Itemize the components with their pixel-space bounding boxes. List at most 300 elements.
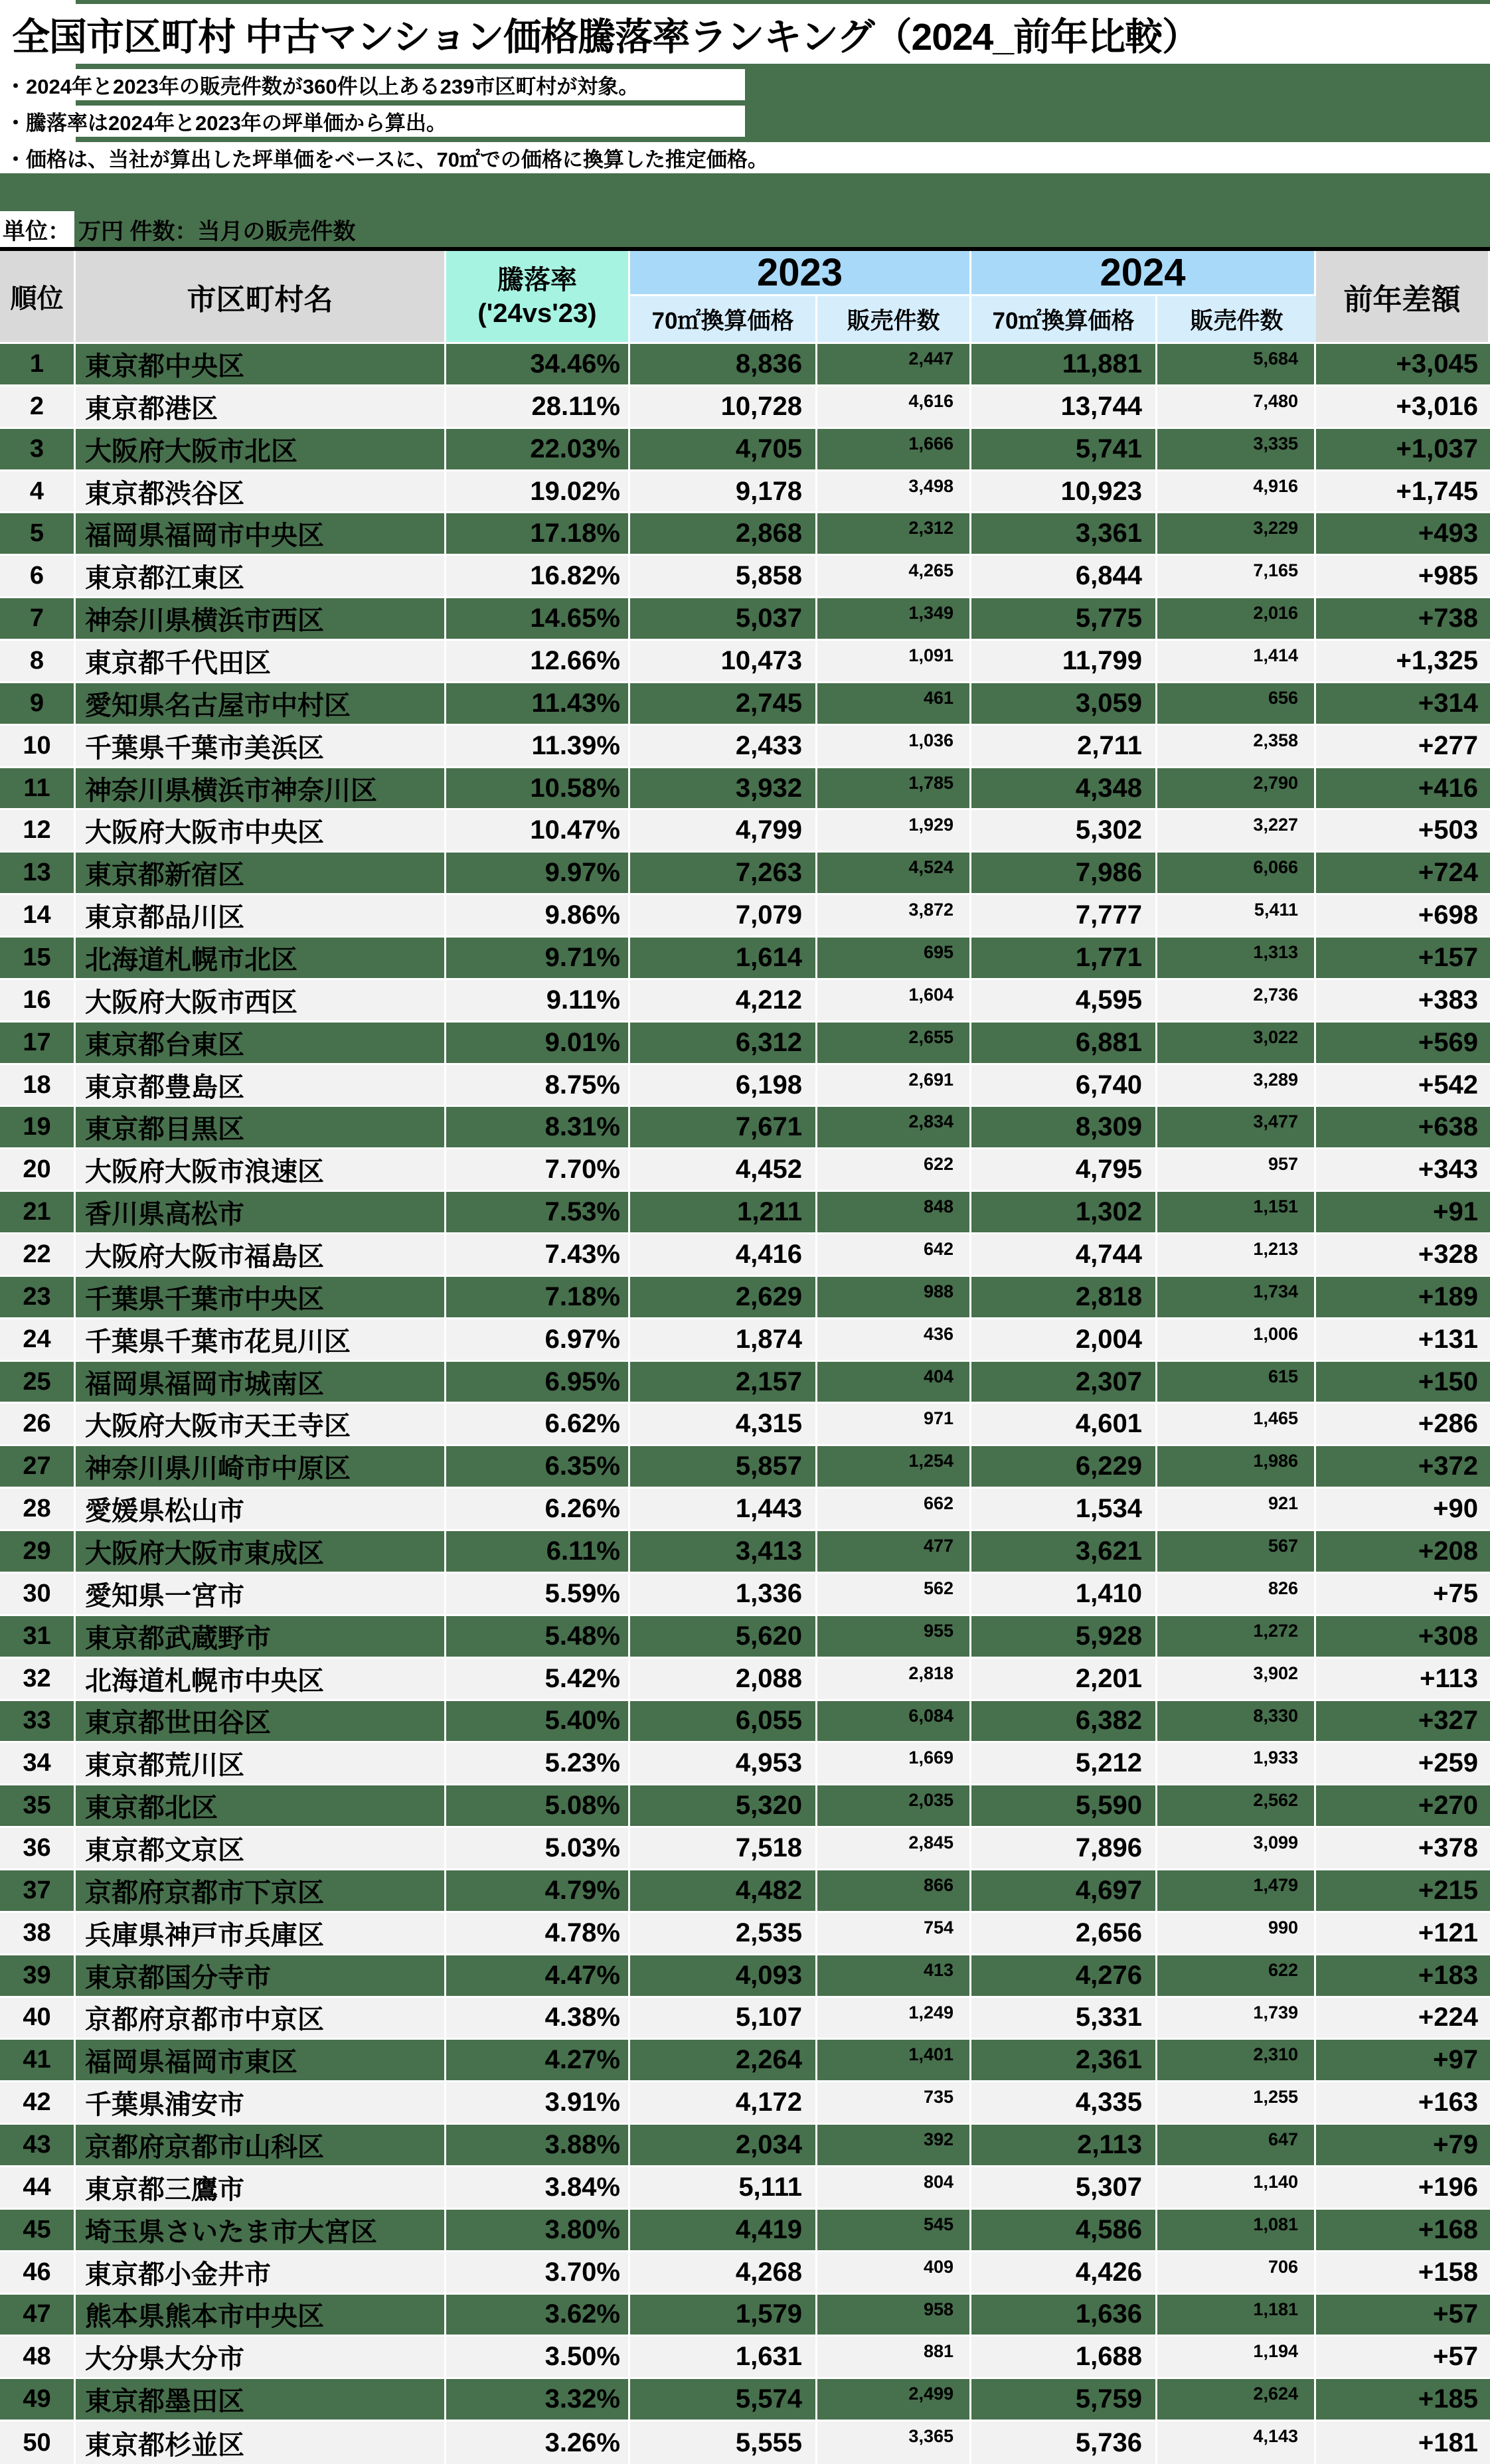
count-2024-cell: 2,790 <box>1157 768 1316 809</box>
ranking-table <box>0 247 1490 2464</box>
count-2024-cell: 3,289 <box>1157 1065 1316 1106</box>
count-2023-cell: 409 <box>817 2252 971 2293</box>
table-row <box>0 1616 1490 1659</box>
count-2023-cell: 1,785 <box>817 768 971 809</box>
table-row <box>0 1701 1490 1744</box>
rank-cell: 22 <box>0 1234 76 1275</box>
diff-cell: +259 <box>1418 1748 1478 1778</box>
price-2024-cell: 2,656 <box>971 1913 1157 1953</box>
city-cell: 東京都世田谷区 <box>76 1701 446 1742</box>
count-2024-cell: 3,477 <box>1157 1107 1316 1147</box>
price-2023-cell: 2,629 <box>630 1277 817 1317</box>
rank-cell: 16 <box>0 980 76 1021</box>
count-2024-cell: 1,313 <box>1157 938 1316 978</box>
rank-cell: 48 <box>0 2337 76 2377</box>
price-2023-cell: 5,107 <box>630 1998 817 2038</box>
city-cell: 東京都品川区 <box>76 895 446 936</box>
rate-cell: 17.18% <box>446 513 630 554</box>
count-2024-cell: 622 <box>1157 1955 1316 1996</box>
city-cell: 愛媛県松山市 <box>76 1489 446 1529</box>
diff-cell: +270 <box>1418 1791 1478 1821</box>
count-2023-cell: 2,035 <box>817 1785 971 1826</box>
price-2024-cell: 13,744 <box>971 386 1157 427</box>
diff-cell: +308 <box>1418 1621 1478 1651</box>
price-2023-cell: 7,518 <box>630 1828 817 1868</box>
price-2024-cell: 4,795 <box>971 1149 1157 1190</box>
rank-cell: 5 <box>0 513 76 554</box>
count-2023-cell: 2,499 <box>817 2379 971 2420</box>
header-rate-line1: 騰落率 <box>497 265 577 295</box>
price-2023-cell: 2,157 <box>630 1362 817 1402</box>
count-2024-cell: 2,016 <box>1157 598 1316 639</box>
price-2023-cell: 4,212 <box>630 980 817 1021</box>
price-2024-cell: 8,309 <box>971 1107 1157 1147</box>
diff-cell: +328 <box>1418 1239 1478 1269</box>
diff-cell: +158 <box>1418 2257 1478 2287</box>
city-cell: 大阪府大阪市福島区 <box>76 1234 446 1275</box>
rank-cell: 37 <box>0 1870 76 1911</box>
unit-text: 万円 件数：当月の販売件数 <box>78 218 356 244</box>
rank-cell: 26 <box>0 1404 76 1444</box>
diff-cell: +383 <box>1418 985 1478 1015</box>
rate-cell: 3.84% <box>446 2167 630 2208</box>
table-row <box>0 1743 1490 1785</box>
price-2023-cell: 4,315 <box>630 1404 817 1444</box>
diff-cell: +314 <box>1418 688 1478 718</box>
count-2023-cell: 562 <box>817 1574 971 1614</box>
rank-cell: 45 <box>0 2210 76 2250</box>
city-cell: 大阪府大阪市西区 <box>76 980 446 1021</box>
rank-cell: 38 <box>0 1913 76 1953</box>
count-2023-cell: 477 <box>817 1531 971 1572</box>
rank-cell: 17 <box>0 1023 76 1063</box>
price-2023-cell: 5,037 <box>630 598 817 639</box>
header-price-2024: 70㎡換算価格 <box>971 296 1157 342</box>
rate-cell: 9.97% <box>446 853 630 893</box>
count-2024-cell: 1,140 <box>1157 2167 1316 2208</box>
count-2023-cell: 1,666 <box>817 429 971 469</box>
city-cell: 東京都中央区 <box>76 344 446 384</box>
count-2023-cell: 1,604 <box>817 980 971 1021</box>
city-cell: 神奈川県横浜市西区 <box>76 598 446 639</box>
rank-cell: 34 <box>0 1743 76 1783</box>
price-2023-cell: 8,836 <box>630 344 817 384</box>
price-2023-cell: 5,111 <box>630 2167 817 2208</box>
table-row <box>0 2252 1490 2295</box>
rank-cell: 7 <box>0 598 76 639</box>
count-2024-cell: 656 <box>1157 683 1316 724</box>
rate-cell: 3.88% <box>446 2125 630 2165</box>
count-2023-cell: 4,616 <box>817 386 971 427</box>
table-row <box>0 1234 1490 1277</box>
table-row <box>0 895 1490 938</box>
count-2024-cell: 3,335 <box>1157 429 1316 469</box>
count-2023-cell: 413 <box>817 1955 971 1996</box>
price-2024-cell: 2,361 <box>971 2040 1157 2080</box>
table-row <box>0 1531 1490 1574</box>
price-2023-cell: 3,413 <box>630 1531 817 1572</box>
price-2024-cell: 4,335 <box>971 2082 1157 2123</box>
header-diff: 前年差額 <box>1316 251 1490 342</box>
rank-cell: 41 <box>0 2040 76 2080</box>
table-row <box>0 1785 1490 1828</box>
rate-cell: 6.11% <box>446 1531 630 1572</box>
table-row <box>0 1149 1490 1192</box>
diff-cell: +91 <box>1433 1197 1478 1227</box>
city-cell: 千葉県浦安市 <box>76 2082 446 2123</box>
table-row <box>0 1998 1490 2040</box>
rate-cell: 10.58% <box>446 768 630 809</box>
count-2023-cell: 2,312 <box>817 513 971 554</box>
city-cell: 北海道札幌市北区 <box>76 938 446 978</box>
header-year-2024: 2024 <box>971 251 1316 296</box>
rank-cell: 20 <box>0 1149 76 1190</box>
count-2023-cell: 1,091 <box>817 641 971 681</box>
header-section <box>0 0 1490 247</box>
table-row <box>0 1404 1490 1446</box>
city-cell: 愛知県名古屋市中村区 <box>76 683 446 724</box>
rank-cell: 36 <box>0 1828 76 1868</box>
diff-cell: +286 <box>1418 1409 1478 1439</box>
price-2024-cell: 3,361 <box>971 513 1157 554</box>
count-2024-cell: 826 <box>1157 1574 1316 1614</box>
table-row <box>0 1574 1490 1616</box>
price-2023-cell: 4,416 <box>630 1234 817 1275</box>
price-2024-cell: 5,736 <box>971 2422 1157 2464</box>
price-2023-cell: 2,088 <box>630 1659 817 1699</box>
price-2024-cell: 2,818 <box>971 1277 1157 1317</box>
diff-cell: +493 <box>1418 519 1478 548</box>
count-2023-cell: 545 <box>817 2210 971 2250</box>
diff-cell: +196 <box>1418 2172 1478 2202</box>
count-2023-cell: 4,265 <box>817 556 971 596</box>
count-2024-cell: 1,933 <box>1157 1743 1316 1783</box>
table-row <box>0 2295 1490 2337</box>
count-2024-cell: 3,022 <box>1157 1023 1316 1063</box>
rate-cell: 22.03% <box>446 429 630 469</box>
count-2024-cell: 990 <box>1157 1913 1316 1953</box>
rank-cell: 32 <box>0 1659 76 1699</box>
rate-cell: 5.03% <box>446 1828 630 1868</box>
price-2024-cell: 3,621 <box>971 1531 1157 1572</box>
rate-cell: 28.11% <box>446 386 630 427</box>
city-cell: 大阪府大阪市東成区 <box>76 1531 446 1572</box>
diff-cell: +57 <box>1433 2342 1478 2372</box>
price-2024-cell: 4,276 <box>971 1955 1157 1996</box>
city-cell: 東京都三鷹市 <box>76 2167 446 2208</box>
rate-cell: 6.26% <box>446 1489 630 1529</box>
rank-cell: 21 <box>0 1192 76 1232</box>
count-2024-cell: 3,902 <box>1157 1659 1316 1699</box>
count-2024-cell: 957 <box>1157 1149 1316 1190</box>
price-2024-cell: 1,771 <box>971 938 1157 978</box>
count-2024-cell: 3,229 <box>1157 513 1316 554</box>
rate-cell: 5.23% <box>446 1743 630 1783</box>
count-2024-cell: 1,465 <box>1157 1404 1316 1444</box>
price-2024-cell: 5,307 <box>971 2167 1157 2208</box>
table-row <box>0 1192 1490 1234</box>
price-2023-cell: 1,874 <box>630 1319 817 1360</box>
price-2023-cell: 4,172 <box>630 2082 817 2123</box>
count-2023-cell: 988 <box>817 1277 971 1317</box>
rank-cell: 33 <box>0 1701 76 1742</box>
price-2023-cell: 4,268 <box>630 2252 817 2293</box>
table-row <box>0 1319 1490 1362</box>
rate-cell: 7.18% <box>446 1277 630 1317</box>
price-2023-cell: 1,211 <box>630 1192 817 1232</box>
header-rate-line2: ('24vs'23) <box>477 298 597 328</box>
table-row <box>0 1955 1490 1998</box>
table-row <box>0 471 1490 514</box>
count-2024-cell: 7,480 <box>1157 386 1316 427</box>
city-cell: 東京都台東区 <box>76 1023 446 1063</box>
diff-cell: +378 <box>1418 1833 1478 1862</box>
price-2023-cell: 5,620 <box>630 1616 817 1657</box>
header-city: 市区町村名 <box>76 251 446 342</box>
price-2023-cell: 2,264 <box>630 2040 817 2080</box>
rate-cell: 9.01% <box>446 1023 630 1063</box>
city-cell: 大阪府大阪市天王寺区 <box>76 1404 446 1444</box>
city-cell: 京都府京都市下京区 <box>76 1870 446 1911</box>
count-2024-cell: 1,081 <box>1157 2210 1316 2250</box>
city-cell: 千葉県千葉市花見川区 <box>76 1319 446 1360</box>
rank-cell: 24 <box>0 1319 76 1360</box>
price-2023-cell: 9,178 <box>630 471 817 512</box>
diff-cell: +57 <box>1433 2299 1478 2329</box>
rank-cell: 9 <box>0 683 76 724</box>
rate-cell: 5.59% <box>446 1574 630 1614</box>
rate-cell: 10.47% <box>446 810 630 851</box>
rank-cell: 12 <box>0 810 76 851</box>
table-body <box>0 344 1490 2464</box>
table-row <box>0 2337 1490 2379</box>
count-2023-cell: 1,036 <box>817 726 971 766</box>
price-2023-cell: 2,535 <box>630 1913 817 1953</box>
city-cell: 熊本県熊本市中央区 <box>76 2295 446 2335</box>
count-2024-cell: 5,411 <box>1157 895 1316 936</box>
count-2023-cell: 436 <box>817 1319 971 1360</box>
price-2024-cell: 3,059 <box>971 683 1157 724</box>
count-2024-cell: 8,330 <box>1157 1701 1316 1742</box>
count-2023-cell: 735 <box>817 2082 971 2123</box>
count-2023-cell: 1,349 <box>817 598 971 639</box>
rate-cell: 3.62% <box>446 2295 630 2335</box>
rank-cell: 3 <box>0 429 76 469</box>
rank-cell: 8 <box>0 641 76 681</box>
count-2024-cell: 4,916 <box>1157 471 1316 512</box>
city-cell: 東京都千代田区 <box>76 641 446 681</box>
table-row <box>0 2422 1490 2464</box>
count-2024-cell: 1,194 <box>1157 2337 1316 2377</box>
rate-cell: 14.65% <box>446 598 630 639</box>
table-row <box>0 641 1490 683</box>
rate-cell: 4.27% <box>446 2040 630 2080</box>
diff-cell: +1,325 <box>1396 645 1478 675</box>
rate-cell: 5.40% <box>446 1701 630 1742</box>
price-2024-cell: 4,595 <box>971 980 1157 1021</box>
rate-cell: 34.46% <box>446 344 630 384</box>
diff-cell: +343 <box>1418 1155 1478 1185</box>
price-2024-cell: 5,775 <box>971 598 1157 639</box>
table-row <box>0 429 1490 471</box>
diff-cell: +224 <box>1418 2003 1478 2032</box>
count-2023-cell: 1,254 <box>817 1446 971 1487</box>
count-2023-cell: 1,669 <box>817 1743 971 1783</box>
count-2024-cell: 1,006 <box>1157 1319 1316 1360</box>
price-2024-cell: 4,697 <box>971 1870 1157 1911</box>
table-row <box>0 344 1490 386</box>
table-row <box>0 768 1490 811</box>
rate-cell: 8.75% <box>446 1065 630 1106</box>
count-2023-cell: 392 <box>817 2125 971 2165</box>
count-2024-cell: 1,986 <box>1157 1446 1316 1487</box>
rank-cell: 30 <box>0 1574 76 1614</box>
count-2023-cell: 622 <box>817 1149 971 1190</box>
price-2024-cell: 4,586 <box>971 2210 1157 2250</box>
count-2024-cell: 3,099 <box>1157 1828 1316 1868</box>
price-2024-cell: 5,302 <box>971 810 1157 851</box>
count-2024-cell: 1,734 <box>1157 1277 1316 1317</box>
price-2024-cell: 2,004 <box>971 1319 1157 1360</box>
price-2023-cell: 7,671 <box>630 1107 817 1147</box>
diff-cell: +168 <box>1418 2214 1478 2244</box>
rank-cell: 49 <box>0 2379 76 2420</box>
price-2024-cell: 5,590 <box>971 1785 1157 1826</box>
price-2023-cell: 5,320 <box>630 1785 817 1826</box>
city-cell: 東京都北区 <box>76 1785 446 1826</box>
rank-cell: 15 <box>0 938 76 978</box>
rate-cell: 9.11% <box>446 980 630 1021</box>
rate-cell: 16.82% <box>446 556 630 596</box>
rank-cell: 44 <box>0 2167 76 2208</box>
rank-cell: 46 <box>0 2252 76 2293</box>
city-cell: 東京都文京区 <box>76 1828 446 1868</box>
rate-cell: 7.53% <box>446 1192 630 1232</box>
page-title: 全国市区町村 中古マンション価格騰落率ランキング（2024_前年比較） <box>12 16 1200 58</box>
diff-cell: +215 <box>1418 1875 1478 1905</box>
price-2024-cell: 1,688 <box>971 2337 1157 2377</box>
rank-cell: 18 <box>0 1065 76 1106</box>
table-row <box>0 2082 1490 2125</box>
city-cell: 福岡県福岡市中央区 <box>76 513 446 554</box>
table-row <box>0 683 1490 726</box>
price-2024-cell: 4,348 <box>971 768 1157 809</box>
table-row <box>0 726 1490 768</box>
count-2024-cell: 7,165 <box>1157 556 1316 596</box>
city-cell: 北海道札幌市中央区 <box>76 1659 446 1699</box>
diff-cell: +724 <box>1418 858 1478 888</box>
diff-cell: +97 <box>1433 2045 1478 2075</box>
diff-cell: +189 <box>1418 1281 1478 1311</box>
price-2024-cell: 5,928 <box>971 1616 1157 1657</box>
diff-cell: +3,016 <box>1396 391 1478 421</box>
price-2023-cell: 7,079 <box>630 895 817 936</box>
rate-cell: 8.31% <box>446 1107 630 1147</box>
price-2024-cell: 2,113 <box>971 2125 1157 2165</box>
rate-cell: 4.38% <box>446 1998 630 2038</box>
city-cell: 京都府京都市中京区 <box>76 1998 446 2038</box>
count-2024-cell: 2,624 <box>1157 2379 1316 2420</box>
rate-cell: 4.78% <box>446 1913 630 1953</box>
diff-cell: +503 <box>1418 815 1478 845</box>
price-2024-cell: 5,759 <box>971 2379 1157 2420</box>
diff-cell: +113 <box>1420 1663 1478 1693</box>
price-2024-cell: 7,986 <box>971 853 1157 893</box>
price-2024-cell: 4,601 <box>971 1404 1157 1444</box>
price-2024-cell: 7,896 <box>971 1828 1157 1868</box>
price-2024-cell: 4,426 <box>971 2252 1157 2293</box>
city-cell: 東京都小金井市 <box>76 2252 446 2293</box>
city-cell: 東京都新宿区 <box>76 853 446 893</box>
price-2024-cell: 1,636 <box>971 2295 1157 2335</box>
table-row <box>0 556 1490 598</box>
diff-cell: +150 <box>1418 1366 1478 1396</box>
diff-cell: +157 <box>1418 942 1478 972</box>
count-2023-cell: 866 <box>817 1870 971 1911</box>
count-2024-cell: 2,358 <box>1157 726 1316 766</box>
city-cell: 京都府京都市山科区 <box>76 2125 446 2165</box>
price-2024-cell: 6,844 <box>971 556 1157 596</box>
city-cell: 愛知県一宮市 <box>76 1574 446 1614</box>
count-2023-cell: 958 <box>817 2295 971 2335</box>
price-2023-cell: 5,857 <box>630 1446 817 1487</box>
price-2024-cell: 5,331 <box>971 1998 1157 2038</box>
rate-cell: 7.70% <box>446 1149 630 1190</box>
count-2023-cell: 955 <box>817 1616 971 1657</box>
count-2024-cell: 2,562 <box>1157 1785 1316 1826</box>
price-2023-cell: 5,574 <box>630 2379 817 2420</box>
price-2024-cell: 6,229 <box>971 1446 1157 1487</box>
header-price-2023: 70㎡換算価格 <box>630 296 817 342</box>
rate-cell: 6.62% <box>446 1404 630 1444</box>
count-2024-cell: 1,213 <box>1157 1234 1316 1275</box>
city-cell: 大阪府大阪市中央区 <box>76 810 446 851</box>
price-2024-cell: 6,382 <box>971 1701 1157 1742</box>
count-2024-cell: 4,143 <box>1157 2422 1316 2464</box>
rank-cell: 13 <box>0 853 76 893</box>
rate-cell: 11.43% <box>446 683 630 724</box>
price-2024-cell: 1,410 <box>971 1574 1157 1614</box>
price-2024-cell: 2,711 <box>971 726 1157 766</box>
rate-cell: 5.08% <box>446 1785 630 1826</box>
rate-cell: 3.91% <box>446 2082 630 2123</box>
table-row <box>0 980 1490 1023</box>
diff-cell: +698 <box>1418 900 1478 930</box>
count-2023-cell: 2,818 <box>817 1659 971 1699</box>
count-2023-cell: 881 <box>817 2337 971 2377</box>
header-year-2023: 2023 <box>630 251 971 296</box>
count-2023-cell: 404 <box>817 1362 971 1402</box>
count-2023-cell: 2,845 <box>817 1828 971 1868</box>
diff-cell: +163 <box>1418 2088 1478 2117</box>
diff-cell: +569 <box>1418 1027 1478 1057</box>
rank-cell: 2 <box>0 386 76 427</box>
count-2023-cell: 695 <box>817 938 971 978</box>
table-row <box>0 2125 1490 2167</box>
count-2023-cell: 2,447 <box>817 344 971 384</box>
rank-cell: 47 <box>0 2295 76 2335</box>
price-2023-cell: 6,055 <box>630 1701 817 1742</box>
diff-cell: +372 <box>1418 1451 1478 1481</box>
rank-cell: 28 <box>0 1489 76 1529</box>
count-2024-cell: 5,684 <box>1157 344 1316 384</box>
price-2023-cell: 4,452 <box>630 1149 817 1190</box>
count-2023-cell: 6,084 <box>817 1701 971 1742</box>
table-row <box>0 2379 1490 2422</box>
city-cell: 東京都渋谷区 <box>76 471 446 512</box>
diff-cell: +738 <box>1418 604 1478 633</box>
price-2023-cell: 4,799 <box>630 810 817 851</box>
